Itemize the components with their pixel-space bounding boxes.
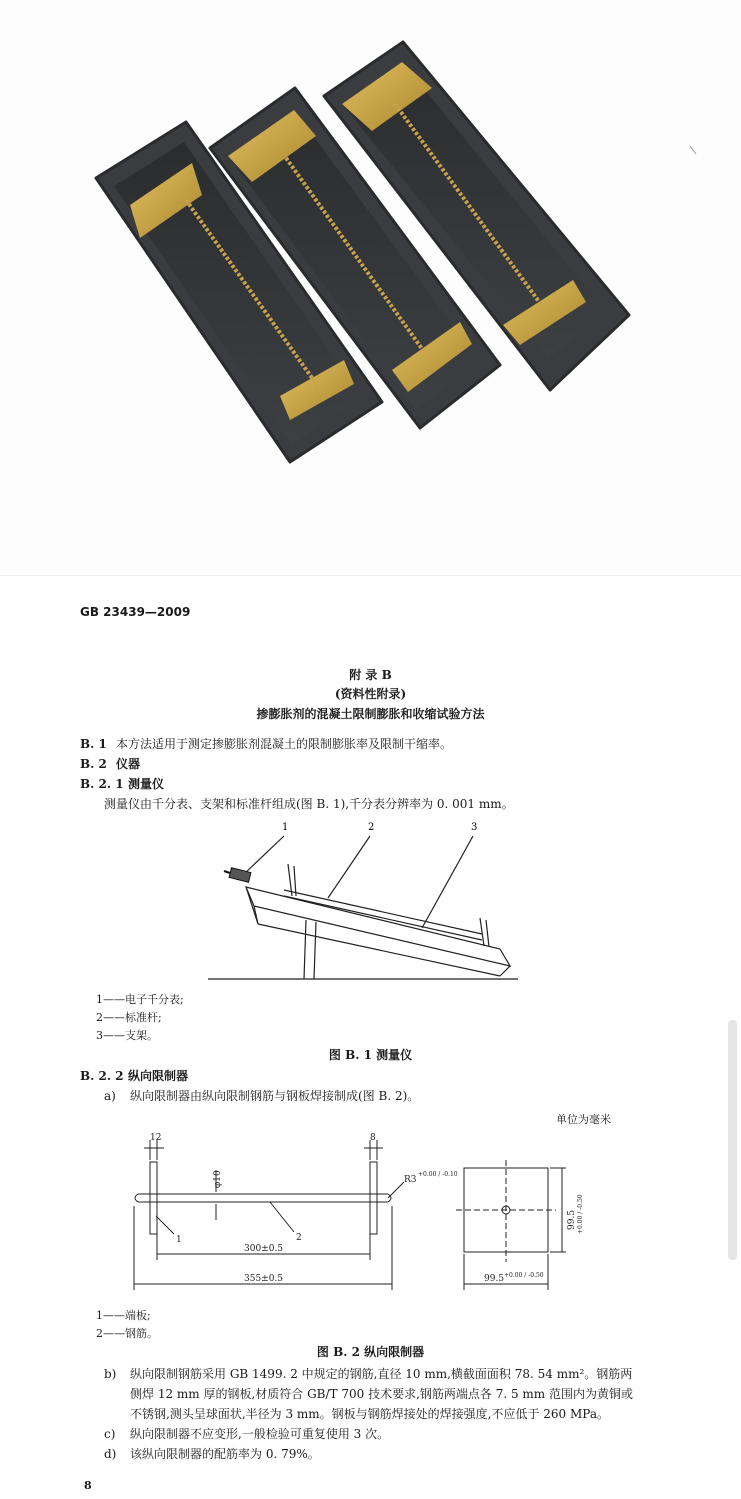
dim-r3-tolerance: +0.00 / -0.10 [418,1171,458,1178]
section-heading: 纵向限制器 [128,1069,189,1083]
section-text: 本方法适用于测定掺膨胀剂混凝土的限制膨胀率及限制干缩率。 [116,737,453,751]
section-number: B. 1 [80,737,107,751]
dial-gauge-icon [224,868,251,883]
section-text: 测量仪由千分表、支架和标准杆组成(图 B. 1),千分表分辨率为 0. 001 mm。 [104,797,514,811]
mould-photo-illustration [0,0,741,575]
dim-bottom: 99.5 [484,1274,505,1284]
header-code: GB 23439—2009 [80,605,191,619]
list-label: d) [104,1447,117,1461]
figure-b1-measuring-instrument [200,816,530,988]
figure-legend-item: 2——钢筋。 [96,1327,158,1340]
section-number: B. 2 [80,757,107,771]
section-number: B. 2. 2 [80,1069,124,1083]
callout-1: 1 [282,822,289,833]
dim-355: 355±0.5 [244,1274,284,1284]
figure-caption: 图 B. 1 测量仪 [328,1048,413,1062]
unit-note: 单位为毫米 [556,1113,611,1126]
figure-legend-item: 1——端板; [96,1309,151,1322]
callout-3: 3 [471,822,478,833]
list-label: b) [104,1367,117,1381]
list-text: 纵向限制器由纵向限制钢筋与钢板焊接制成(图 B. 2)。 [130,1089,420,1103]
product-photo [0,0,741,575]
callout-2: 2 [368,822,375,833]
callout-1: 1 [176,1235,182,1245]
appendix-type: (资料性附录) [334,687,407,701]
figure-legend-item: 3——支架。 [96,1029,158,1042]
dim-side: 99.5 [567,1209,577,1230]
dim-bottom-tolerance: +0.00 / -0.50 [504,1272,544,1279]
list-label: c) [104,1427,116,1441]
section-heading: 测量仪 [128,777,165,791]
list-text: 侧焊 12 mm 厚的钢板,材质符合 GB/T 700 技术要求,钢筋两端点各 7. 5 mm 范围内为黄铜或 [130,1387,634,1401]
list-text: 纵向限制钢筋采用 GB 1499. 2 中规定的钢筋,直径 10 mm,横截面面积 78. 54 mm²。钢筋两 [130,1367,633,1381]
figure-legend-item: 2——标准杆; [96,1011,162,1024]
list-text: 纵向限制器不应变形,一般检验可重复使用 3 次。 [130,1427,390,1441]
list-text: 该纵向限制器的配筋率为 0. 79%。 [130,1447,320,1461]
figure-caption: 图 B. 2 纵向限制器 [316,1345,425,1359]
page-number: 8 [84,1479,92,1492]
method-title: 掺膨胀剂的混凝土限制膨胀和收缩试验方法 [256,707,485,721]
dim-12: 12 [150,1133,162,1143]
list-label: a) [104,1089,116,1103]
dim-8: 8 [370,1133,376,1143]
list-text: 不锈钢,测头呈球面状,半径为 3 mm。钢板与钢筋焊接处的焊接强度,不应低于 260 MPa。 [130,1407,609,1421]
dim-r3: R3 [404,1175,417,1185]
section-heading: 仪器 [116,757,141,771]
standard-page [0,576,741,1499]
scrollbar[interactable] [728,1020,737,1260]
section-number: B. 2. 1 [80,777,124,791]
appendix-title: 附 录 B [349,668,392,682]
dim-300: 300±0.5 [244,1244,284,1254]
dim-phi10: φ10 [213,1170,223,1188]
dim-side-tolerance: +0.00 / -0.50 [577,1194,584,1234]
figure-legend-item: 1——电子千分表; [96,993,184,1006]
callout-2: 2 [296,1233,302,1243]
figure-b2-restrainer-drawing [120,1130,620,1330]
